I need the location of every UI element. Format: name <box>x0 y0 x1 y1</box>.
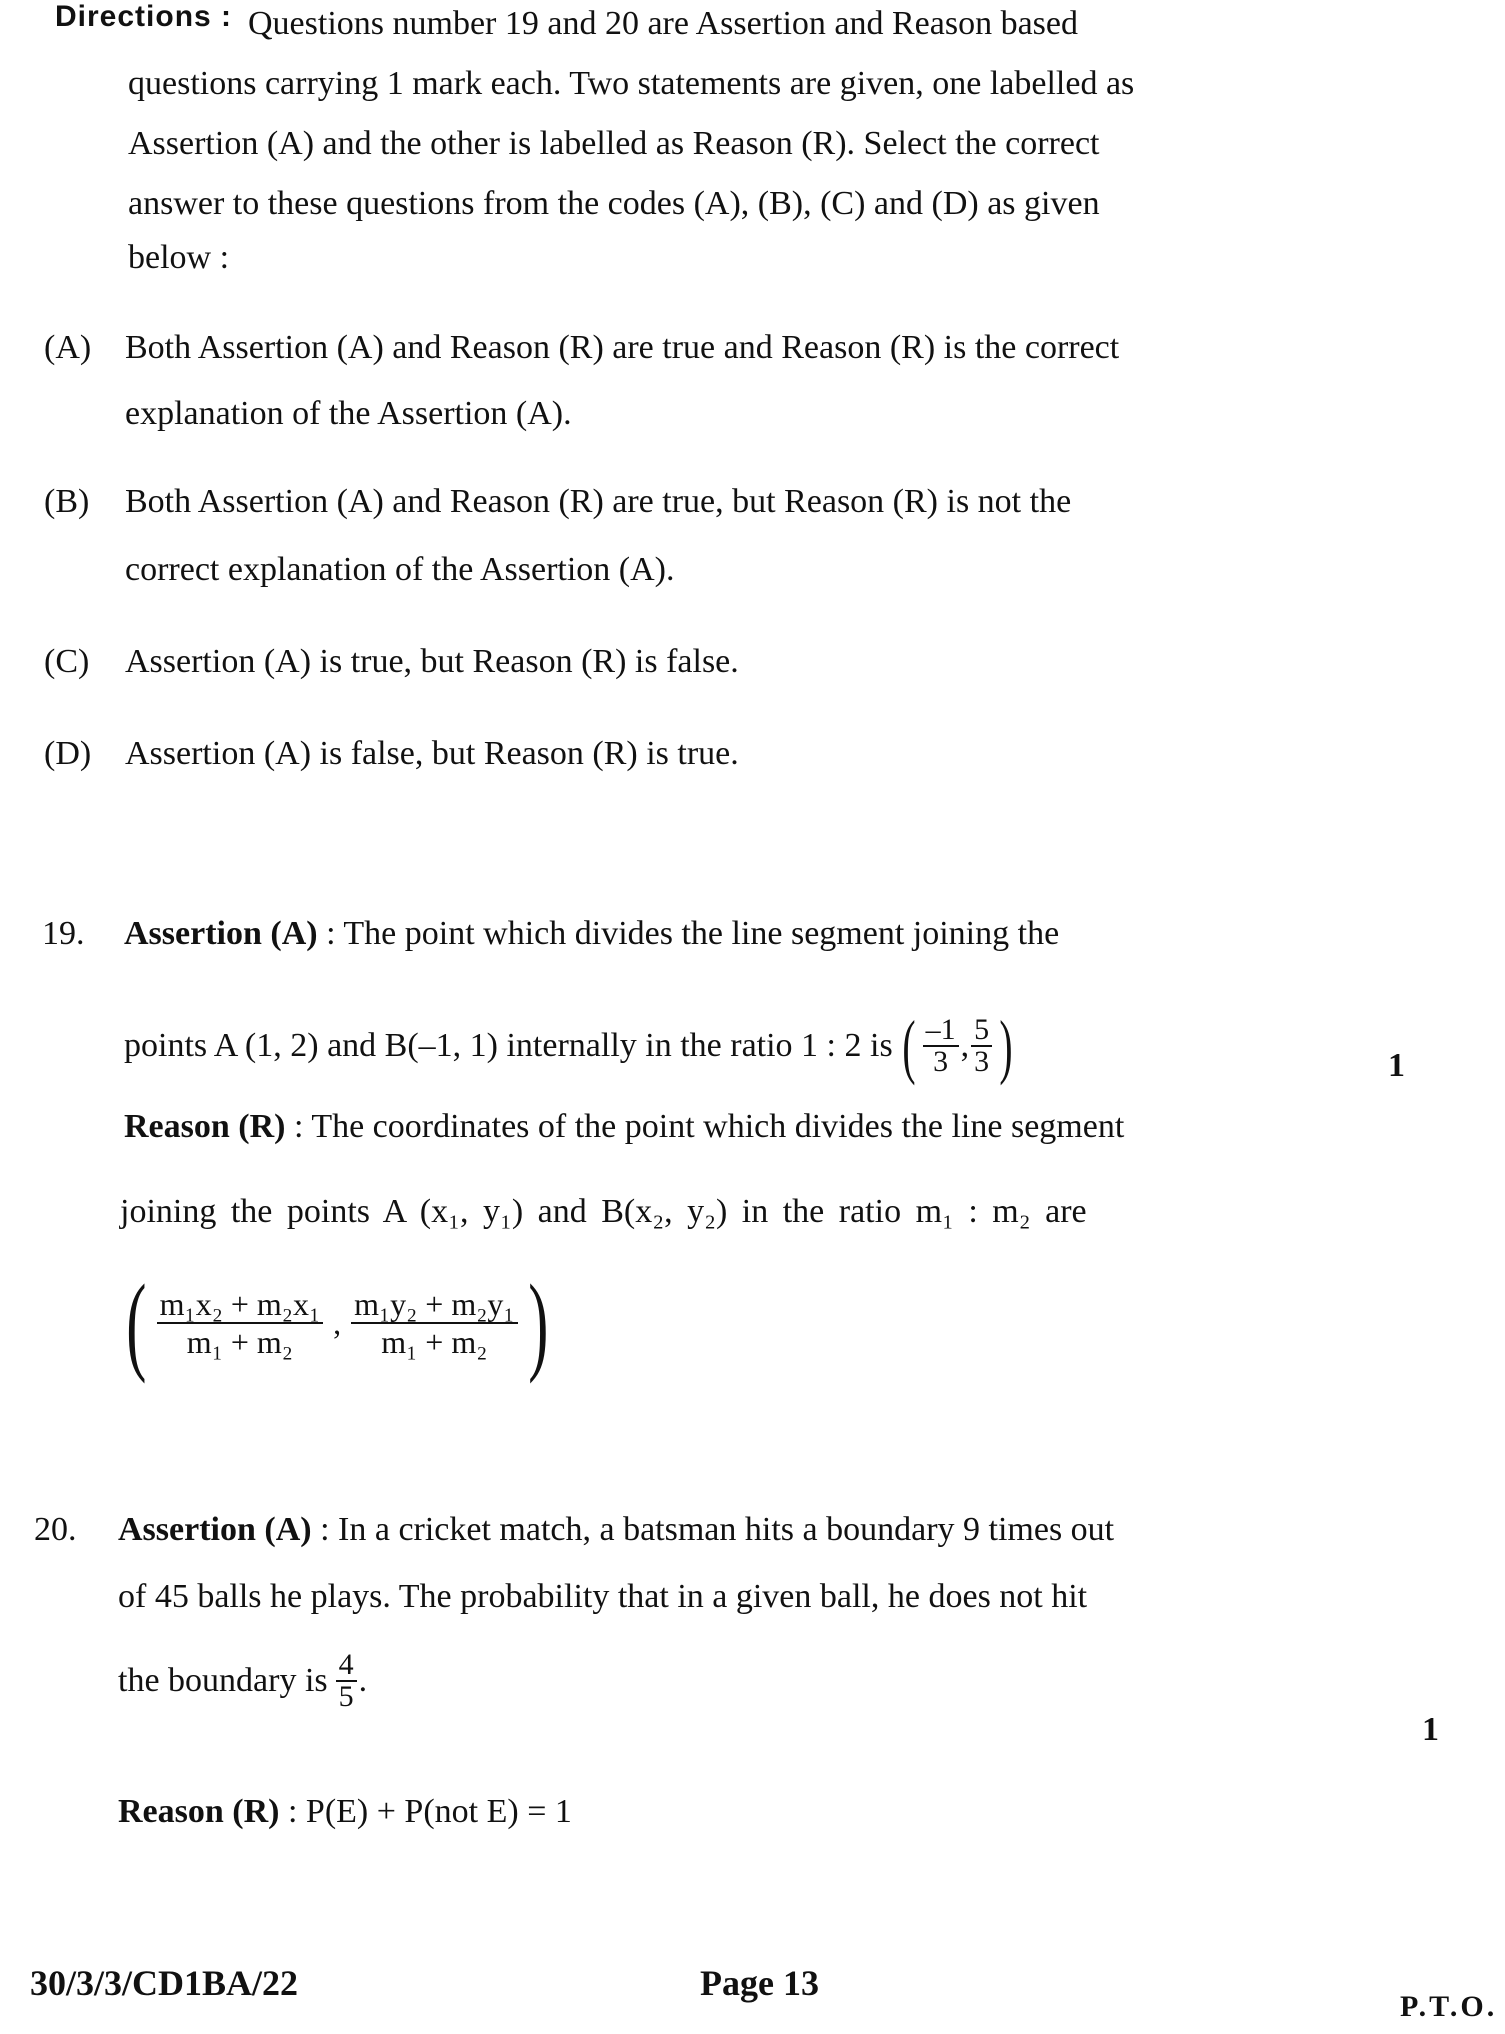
q19-assertion-line-1 <box>124 912 1059 956</box>
option-d-line-1: Assertion (A) is false, but Reason (R) is true. <box>125 735 739 772</box>
q19-point-comma: , <box>960 1027 970 1064</box>
q20-assertion-text-3: the boundary is <box>118 1662 328 1699</box>
q19-assertion-text-2: points A (1, 2) and B(–1, 1) internally in the ratio 1 : 2 is <box>124 1027 893 1064</box>
q19-marks: 1 <box>1388 1047 1405 1084</box>
q20-probability-numerator: 4 <box>336 1650 357 1682</box>
option-c-label: (C) <box>44 643 90 680</box>
formula-x-fraction <box>157 1286 323 1360</box>
option-b-line-2: correct explanation of the Assertion (A). <box>125 551 675 588</box>
q20-assertion-text-1: : In a cricket match, a batsman hits a boundary 9 times out <box>320 1511 1115 1548</box>
q19-point-x-denominator: 3 <box>933 1045 949 1078</box>
option-a-line-1: Both Assertion (A) and Reason (R) are true and Reason (R) is the correct <box>125 329 1120 366</box>
formula-x-denominator: m₁ + m₂ <box>186 1324 293 1360</box>
q20-assertion-line-1 <box>118 1508 1114 1552</box>
q19-point-close-paren: ) <box>999 1006 1013 1086</box>
q20-probability-fraction <box>336 1650 357 1712</box>
q20-assertion-line-3 <box>118 1650 367 1712</box>
pto-label: P.T.O. <box>1400 1990 1498 2023</box>
option-a-label: (A) <box>44 329 92 366</box>
q19-point-open-paren: ( <box>902 1006 916 1086</box>
option-b-line-1: Both Assertion (A) and Reason (R) are true, but Reason (R) is not the <box>125 483 1072 520</box>
option-a-line-2: explanation of the Assertion (A). <box>125 395 572 432</box>
directions-line-5: below : <box>128 239 230 276</box>
paper-code: 30/3/3/CD1BA/22 <box>30 1963 299 2003</box>
q20-marks: 1 <box>1422 1711 1439 1748</box>
q19-point-x-numerator: –1 <box>923 1015 959 1047</box>
formula-y-fraction <box>351 1286 517 1360</box>
q19-point-x-fraction <box>923 1015 959 1077</box>
q20-assertion-line-2: of 45 balls he plays. The probability that in a given ball, he does not hit <box>118 1578 1088 1615</box>
directions-line-1: Questions number 19 and 20 are Assertion and Reason based <box>248 5 1078 42</box>
formula-close-paren: ) <box>527 1262 548 1384</box>
q20-reason-line <box>118 1790 572 1834</box>
q19-section-formula <box>118 1262 556 1384</box>
formula-y-denominator: m₁ + m₂ <box>381 1324 488 1360</box>
q19-reason-line-1 <box>124 1105 1124 1149</box>
q19-point-y-denominator: 3 <box>974 1045 990 1078</box>
q20-assertion-label: Assertion (A) <box>118 1511 312 1548</box>
formula-comma: , <box>333 1304 342 1341</box>
q19-assertion-text-1: : The point which divides the line segment joining the <box>326 915 1060 952</box>
q19-assertion-label: Assertion (A) <box>124 915 318 952</box>
q19-point-y-fraction <box>971 1015 992 1077</box>
q20-period: . <box>358 1662 368 1699</box>
option-b-label: (B) <box>44 483 90 520</box>
question-20-number: 20. <box>34 1511 77 1548</box>
directions-label: Directions : <box>55 0 233 33</box>
formula-x-numerator: m₁x₂ + m₂x₁ <box>157 1286 323 1324</box>
formula-y-numerator: m₁y₂ + m₂y₁ <box>351 1286 517 1324</box>
q20-probability-denominator: 5 <box>338 1680 354 1713</box>
q20-reason-text: : P(E) + P(not E) = 1 <box>287 1793 572 1830</box>
q19-point-y-numerator: 5 <box>971 1015 992 1047</box>
q19-reason-label: Reason (R) <box>124 1108 286 1145</box>
q19-assertion-line-2 <box>124 1006 1018 1086</box>
page-number: Page 13 <box>700 1963 819 2003</box>
q19-reason-text-1: : The coordinates of the point which divides the line segment <box>293 1108 1125 1145</box>
option-c-line-1: Assertion (A) is true, but Reason (R) is false. <box>125 643 739 680</box>
formula-open-paren: ( <box>126 1262 147 1384</box>
q19-reason-line-2: joining the points A (x₁, y₁) and B(x₂, y₂) in the ratio m₁ : m₂ are <box>120 1193 1087 1230</box>
question-19-number: 19. <box>42 915 85 952</box>
q20-reason-label: Reason (R) <box>118 1793 280 1830</box>
option-d-label: (D) <box>44 735 92 772</box>
directions-line-4: answer to these questions from the codes (A), (B), (C) and (D) as given <box>128 185 1100 222</box>
directions-line-3: Assertion (A) and the other is labelled as Reason (R). Select the correct <box>128 125 1100 162</box>
directions-line-2: questions carrying 1 mark each. Two statements are given, one labelled as <box>128 65 1135 102</box>
